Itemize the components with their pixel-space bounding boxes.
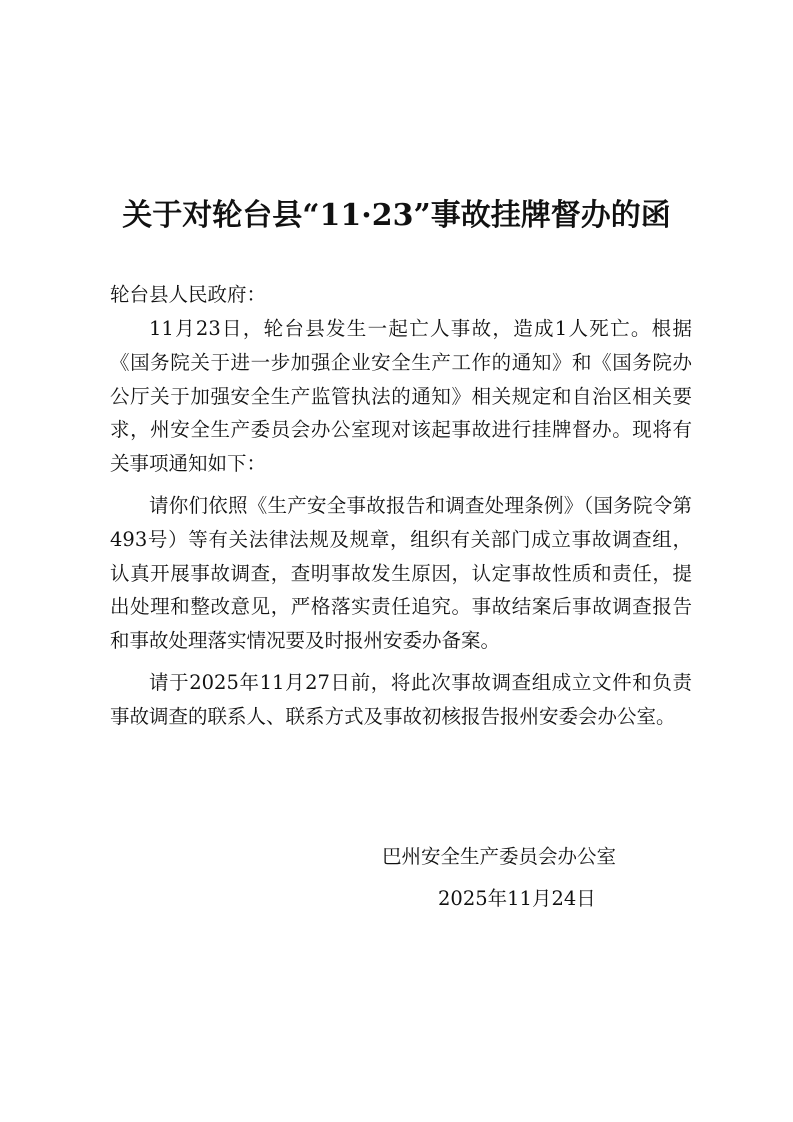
paragraph-notice: 11月23日，轮台县发生一起亡人事故，造成1人死亡。根据《国务院关于进一步加强企业安全生产工作的通知》和《国务院办公厅关于加强安全生产监管执法的通知》相关规定和自治区相关要求，州安全生产委员会办公室现对该起事故进行挂牌督办。现将有关事项通知如下：: [110, 317, 692, 476]
document-title: 关于对轮台县“11·23”事故挂牌督办的函: [122, 198, 671, 233]
paragraph-requirements: 请你们依照《生产安全事故报告和调查处理条例》（国务院令第493号）等有关法律法规及规章，组织有关部门成立事故调查组，认真开展事故调查，查明事故发生原因，认定事故性质和责任，提出处理和整改意见，严格落实责任追究。事故结案后事故调查报告和事故处理落实情况要及时报州安委办备案。: [110, 494, 692, 653]
signature-date: 2025年11月24日: [438, 887, 596, 910]
salutation: 轮台县人民政府：: [110, 283, 267, 306]
paragraph-deadline: 请于2025年11月27日前，将此次事故调查组成立文件和负责事故调查的联系人、联系方式及事故初核报告报州安委会办公室。: [110, 671, 692, 728]
signature-organization: 巴州安全生产委员会办公室: [382, 845, 617, 868]
